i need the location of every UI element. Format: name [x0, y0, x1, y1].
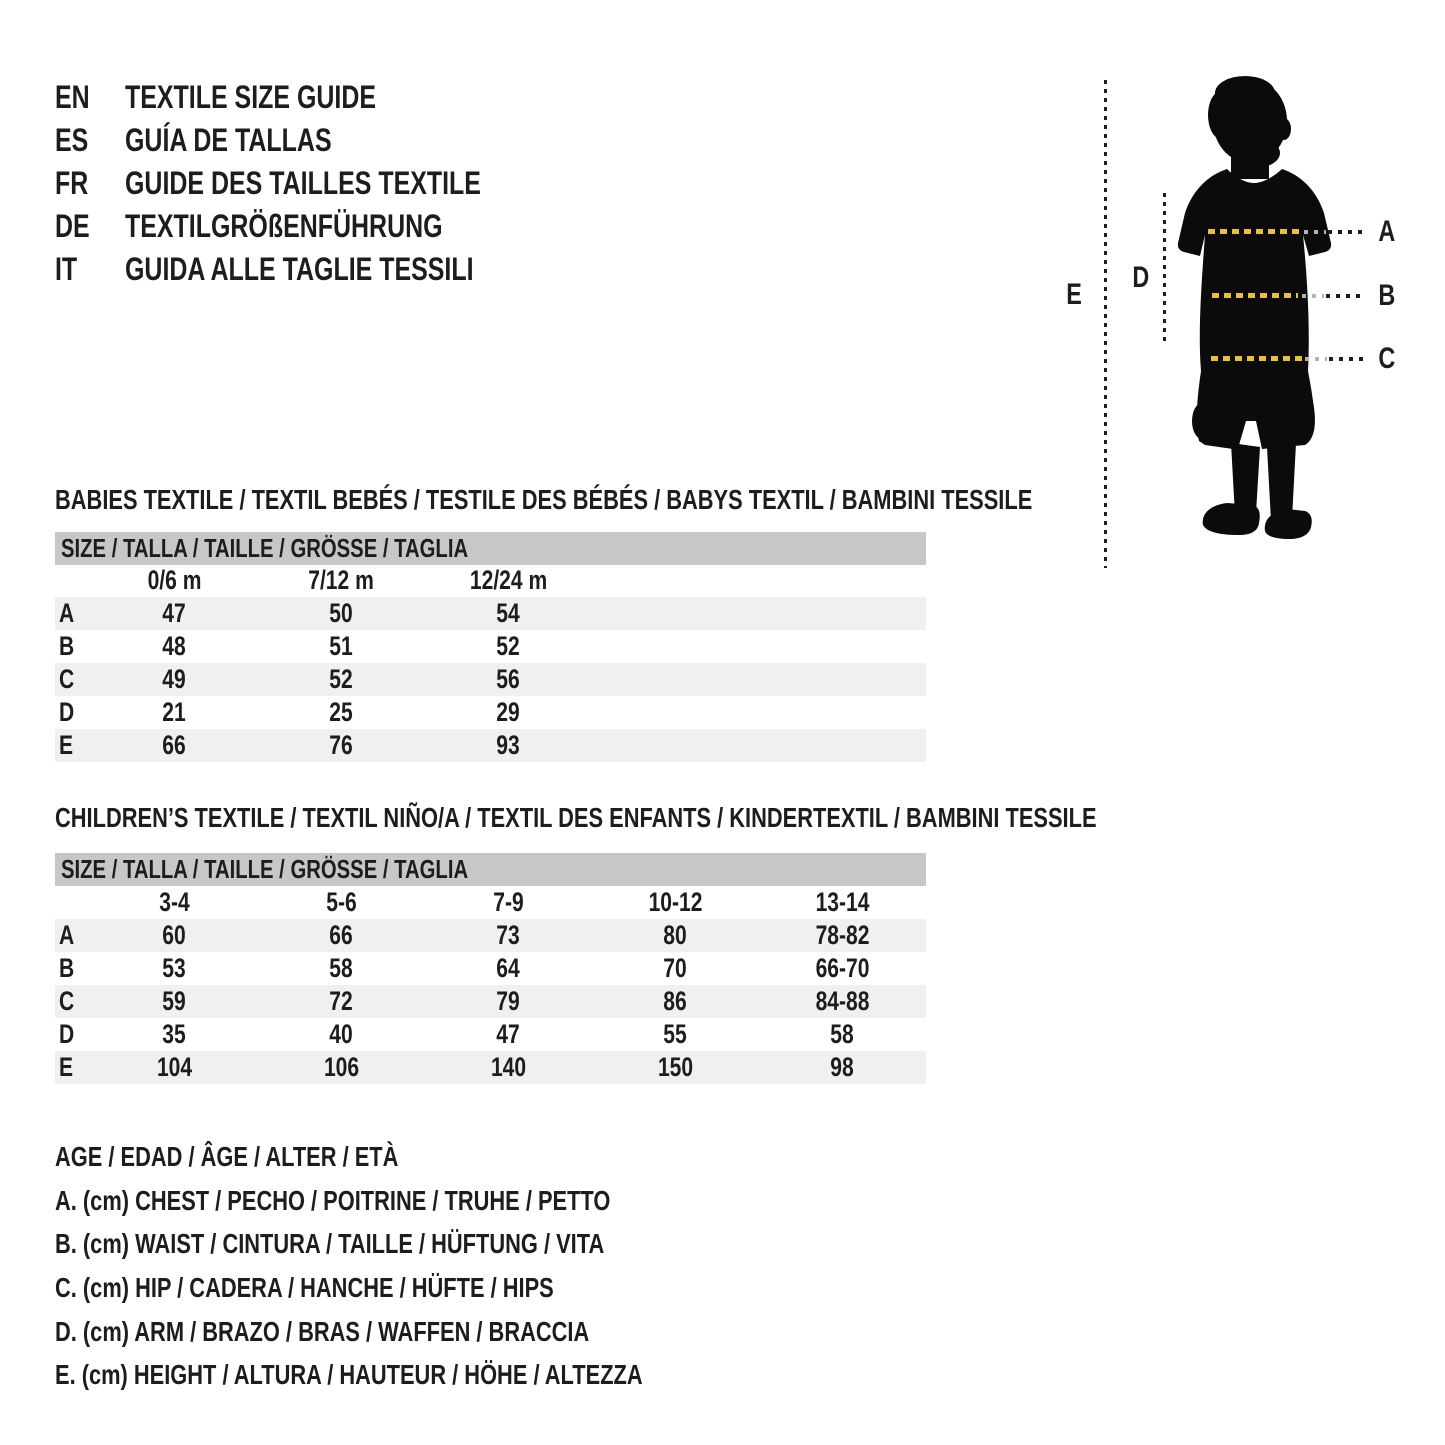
language-header	[55, 76, 581, 291]
cell-value: 66-70	[815, 953, 870, 983]
measure-label-c: C	[1378, 342, 1396, 375]
silhouette-shirt	[1178, 169, 1331, 371]
cell-value: 72	[329, 986, 354, 1016]
cell-value: 55	[663, 1019, 688, 1049]
cell-value: 78-82	[815, 920, 870, 950]
row-label: E	[59, 730, 74, 760]
silhouette-shorts	[1197, 371, 1315, 449]
arm-measure-line-d	[1163, 193, 1166, 345]
cell-value: 66	[329, 920, 354, 950]
cell-value: 150	[657, 1052, 694, 1082]
cell-value: 25	[329, 697, 354, 727]
children-table-row	[55, 919, 926, 952]
language-row	[55, 205, 581, 248]
cell-value: 40	[329, 1019, 354, 1049]
language-code: EN	[55, 79, 90, 115]
cell-value: 104	[156, 1052, 193, 1082]
cell-value: 49	[162, 664, 187, 694]
cell-value: 29	[496, 697, 521, 727]
children-table-row	[55, 1051, 926, 1084]
cell-value: 79	[496, 986, 521, 1016]
babies-column-header-row	[55, 564, 926, 597]
legend-line-age: AGE / EDAD / ÂGE / ALTER / ETÀ	[55, 1141, 399, 1172]
hip-measure-fade-c	[1305, 357, 1327, 361]
row-label: A	[59, 920, 75, 950]
cell-value: 58	[329, 953, 354, 983]
children-table-row	[55, 985, 926, 1018]
language-row	[55, 162, 581, 205]
chest-measure-dots-a	[1328, 230, 1364, 234]
cell-value: 52	[329, 664, 354, 694]
cell-value: 47	[162, 598, 187, 628]
babies-table-row	[55, 630, 926, 663]
children-section-heading: CHILDREN’S TEXTILE / TEXTIL NIÑO/A / TEXTIL DES ENFANTS / KINDERTEXTIL / BAMBINI TESSILE	[55, 802, 1097, 833]
legend-line-chest: A. (cm) CHEST / PECHO / POITRINE / TRUHE / PETTO	[55, 1185, 611, 1216]
row-label: A	[59, 598, 75, 628]
measure-label-a: A	[1378, 215, 1396, 248]
cell-value: 70	[663, 953, 688, 983]
language-title: TEXTILGRÖßENFÜHRUNG	[125, 208, 443, 244]
babies-size-header-bar: SIZE / TALLA / TAILLE / GRÖSSE / TAGLIA	[55, 532, 926, 565]
chest-measure-fade-a	[1304, 230, 1326, 234]
column-header: 0/6 m	[147, 565, 202, 595]
babies-table-row	[55, 663, 926, 696]
cell-value: 35	[162, 1019, 187, 1049]
legend-line-height: E. (cm) HEIGHT / ALTURA / HAUTEUR / HÖHE / ALTEZZA	[55, 1359, 643, 1390]
row-label: B	[59, 953, 75, 983]
cell-value: 86	[663, 986, 688, 1016]
column-header: 3-4	[159, 887, 190, 917]
hip-measure-dash-c	[1211, 356, 1303, 361]
language-title: GUIDE DES TAILLES TEXTILE	[125, 165, 481, 201]
cell-value: 76	[329, 730, 354, 760]
language-title: GUIDA ALLE TAGLIE TESSILI	[125, 251, 474, 287]
babies-table-row	[55, 729, 926, 762]
cell-value: 52	[496, 631, 521, 661]
cell-value: 106	[323, 1052, 360, 1082]
cell-value: 59	[162, 986, 187, 1016]
cell-value: 98	[830, 1052, 855, 1082]
silhouette-nose	[1277, 118, 1291, 140]
waist-measure-dash-b	[1212, 293, 1298, 298]
silhouette-neck	[1231, 151, 1269, 179]
language-title: GUÍA DE TALLAS	[125, 122, 332, 158]
column-header: 12/24 m	[469, 565, 548, 595]
language-row	[55, 248, 581, 291]
children-table-row	[55, 952, 926, 985]
babies-table-row	[55, 696, 926, 729]
language-row	[55, 76, 581, 119]
row-label: C	[59, 664, 75, 694]
language-code: IT	[55, 251, 78, 287]
column-header: 7-9	[493, 887, 524, 917]
waist-measure-dots-b	[1326, 294, 1364, 298]
language-code: DE	[55, 208, 90, 244]
cell-value: 53	[162, 953, 187, 983]
row-label: B	[59, 631, 75, 661]
children-size-header-bar: SIZE / TALLA / TAILLE / GRÖSSE / TAGLIA	[55, 853, 926, 886]
row-label: D	[59, 1019, 75, 1049]
babies-section-heading: BABIES TEXTILE / TEXTIL BEBÉS / TESTILE DES BÉBÉS / BABYS TEXTIL / BAMBINI TESSILE	[55, 484, 1033, 515]
legend-line-arm: D. (cm) ARM / BRAZO / BRAS / WAFFEN / BRACCIA	[55, 1316, 590, 1347]
column-header: 13-14	[815, 887, 870, 917]
language-title: TEXTILE SIZE GUIDE	[125, 79, 377, 115]
cell-value: 93	[496, 730, 521, 760]
row-label: D	[59, 697, 75, 727]
language-code: FR	[55, 165, 89, 201]
cell-value: 60	[162, 920, 187, 950]
cell-value: 56	[496, 664, 521, 694]
cell-value: 54	[496, 598, 521, 628]
row-label: C	[59, 986, 75, 1016]
column-header: 7/12 m	[308, 565, 375, 595]
legend-line-hip: C. (cm) HIP / CADERA / HANCHE / HÜFTE / HIPS	[55, 1272, 554, 1303]
hip-measure-dots-c	[1329, 357, 1364, 361]
cell-value: 48	[162, 631, 187, 661]
children-table-row	[55, 1018, 926, 1051]
cell-value: 50	[329, 598, 354, 628]
row-label: E	[59, 1052, 74, 1082]
silhouette-hair-side	[1208, 91, 1234, 139]
cell-value: 140	[490, 1052, 527, 1082]
legend-line-waist: B. (cm) WAIST / CINTURA / TAILLE / HÜFTUNG / VITA	[55, 1228, 605, 1259]
column-header: 10-12	[648, 887, 703, 917]
cell-value: 64	[496, 953, 521, 983]
cell-value: 47	[496, 1019, 521, 1049]
cell-value: 51	[329, 631, 354, 661]
cell-value: 58	[830, 1019, 855, 1049]
measure-label-b: B	[1378, 279, 1396, 312]
language-row	[55, 119, 581, 162]
cell-value: 80	[663, 920, 688, 950]
cell-value: 84-88	[815, 986, 870, 1016]
measure-label-d: D	[1132, 261, 1150, 294]
language-code: ES	[55, 122, 89, 158]
column-header: 5-6	[326, 887, 357, 917]
cell-value: 66	[162, 730, 187, 760]
cell-value: 21	[162, 697, 187, 727]
babies-table-row	[55, 597, 926, 630]
cell-value: 73	[496, 920, 521, 950]
chest-measure-dash-a	[1208, 229, 1302, 234]
measure-label-e: E	[1066, 278, 1082, 311]
waist-measure-fade-b	[1302, 294, 1324, 298]
children-column-header-row	[55, 886, 926, 919]
